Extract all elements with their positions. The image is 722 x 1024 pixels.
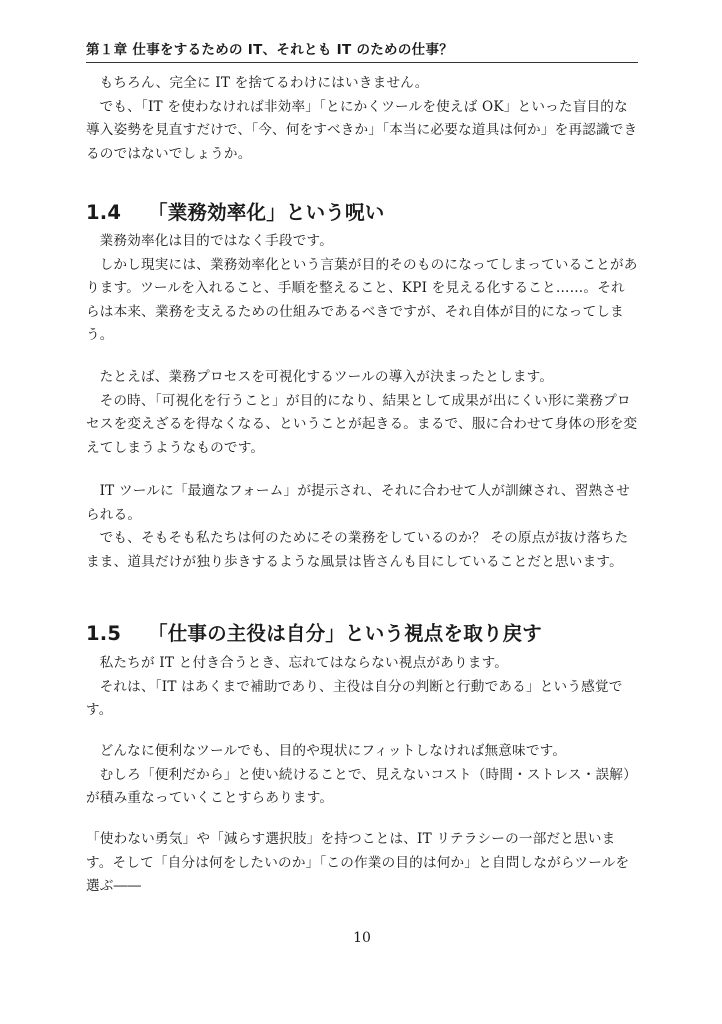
running-header: 第１章 仕事をするための IT、それとも IT のための仕事？ (86, 38, 638, 63)
section-1-4-body-c (86, 480, 638, 574)
paragraph: もちろん、完全に IT を捨てるわけにはいきません。 (99, 75, 429, 91)
paragraph: しかし現実には、業務効率化という言葉が目的そのものになってしまっていることがあります。ツールを入れること、手順を整えること、KPI を見える化すること……。それらは本来、業務を支えるための仕組みであるべきですが、それ自体が目的になってしまう。 (86, 256, 638, 344)
section-number: 1.4 (86, 201, 122, 224)
section-1-4-body-a (86, 230, 638, 348)
document-page (86, 0, 638, 1024)
section-heading-1-5 (86, 618, 638, 646)
paragraph: 業務効率化は目的ではなく手段です。 (99, 233, 333, 249)
section-1-5-body-c (86, 828, 638, 899)
page-number: 10 (353, 930, 371, 946)
paragraph: その時、「可視化を行うこと」が目的になり、結果として成果が出にくい形に業務プロセスを変えざるを得なくなる、ということが起きる。まるで、服に合わせて身体の形を変えてしまうようなものです。 (86, 392, 638, 456)
paragraph: 私たちが IT と付き合うとき、忘れてはならない視点があります。 (99, 655, 509, 671)
section-1-5-body-a (86, 652, 638, 723)
intro-text (86, 72, 638, 166)
paragraph: IT ツールに「最適なフォーム」が提示され、それに合わせて人が訓練され、習熟させられる。 (86, 483, 630, 523)
section-heading-1-4 (86, 197, 638, 225)
paragraph: でも、そもそも私たちは何のためにその業務をしているのか？ その原点が抜け落ちたまま、道具だけが独り歩きするような風景は皆さんも目にしていることだと思います。 (86, 530, 629, 570)
section-title: 「仕事の主役は自分」という視点を取り戻す (148, 622, 543, 645)
section-title: 「業務効率化」という呪い (148, 201, 385, 224)
paragraph: むしろ「便利だから」と使い続けることで、見えないコスト（時間・ストレス・誤解）が積み重なっていくことすらあります。 (86, 766, 637, 807)
paragraph: 「使わない勇気」や「減らす選択肢」を持つことは、IT リテラシーの一部だと思います。そして「自分は何をしたいのか」「この作業の目的は何か」と自問しながらツールを選ぶ―― (86, 831, 630, 895)
section-1-5-body-b (86, 740, 638, 811)
paragraph: どんなに便利なツールでも、目的や現状にフィットしなければ無意味です。 (99, 743, 567, 759)
paragraph: それは、「IT はあくまで補助であり、主役は自分の判断と行動である」という感覚です。 (86, 678, 623, 719)
paragraph: でも、「IT を使わなければ非効率」「とにかくツールを使えば OK」といった盲目的な導入姿勢を見直すだけで、「今、何をすべきか」「本当に必要な道具は何か」を再認識できるのではないでしょうか。 (86, 98, 638, 162)
paragraph: たとえば、業務プロセスを可視化するツールの導入が決まったとします。 (99, 369, 554, 385)
section-1-4-body-b (86, 366, 638, 460)
section-number: 1.5 (86, 622, 122, 645)
